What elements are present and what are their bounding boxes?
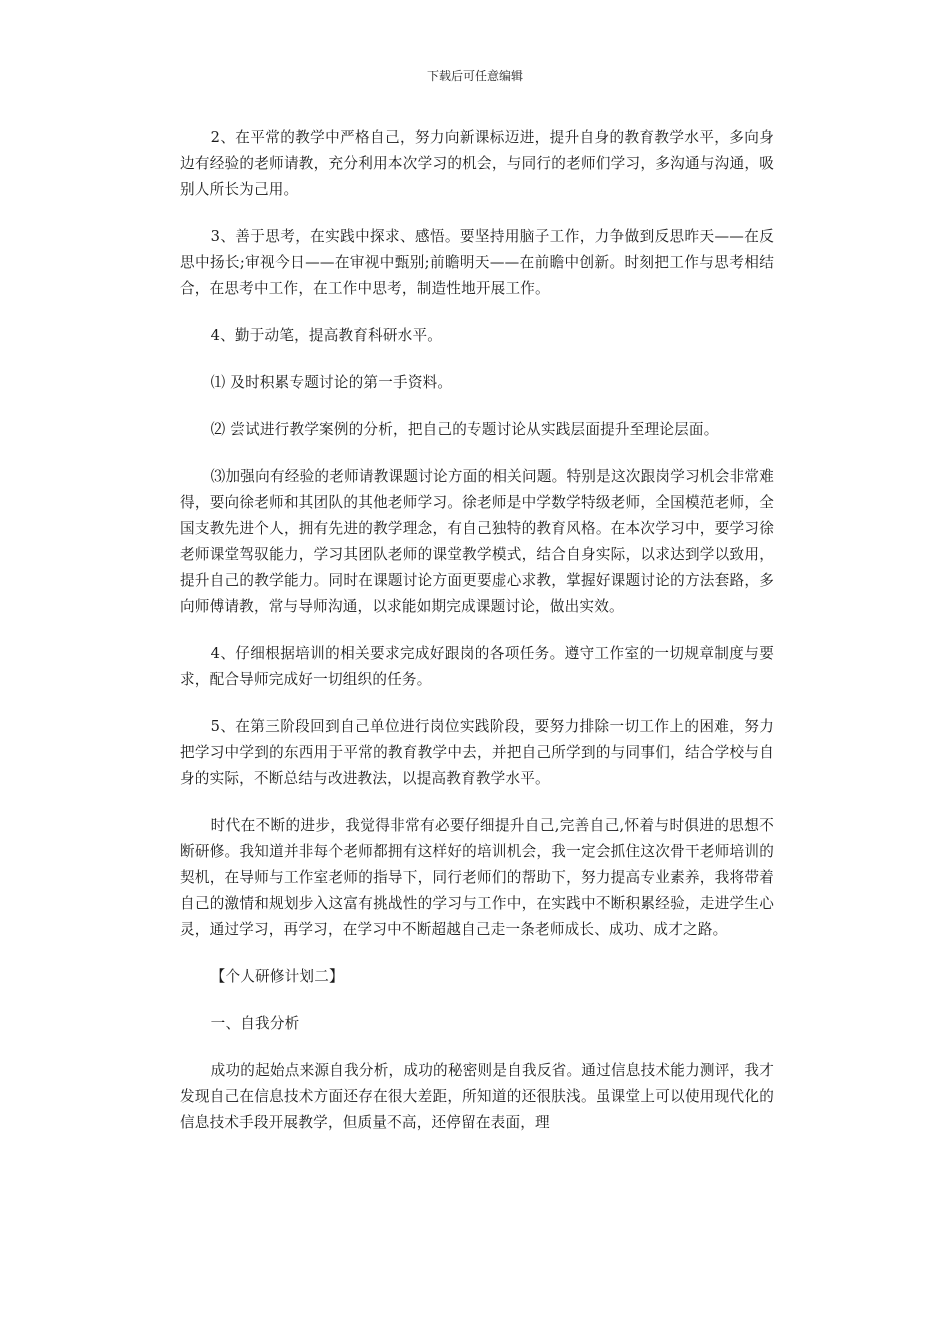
paragraph-subitem-2: ⑵ 尝试进行教学案例的分析，把自己的专题讨论从实践层面提升至理论层面。 — [210, 421, 719, 438]
paragraph-item-4b: 4、仔细根据培训的相关要求完成好跟岗的各项任务。遵守工作室的一切规章制度与要求，配合导师完成好一切组织的任务。 — [180, 645, 774, 688]
paragraph-conclusion: 时代在不断的进步，我觉得非常有必要仔细提升自己,完善自己,怀着与时俱进的思想不断研修。我知道并非每个老师都拥有这样好的培训机会，我一定会抓住这次骨干老师培训的契机，在导师与工作室老师的指导下，同行老师们的帮助下，努力提高专业素养，我将带着自己的激情和规划步入这富有挑战性的学习与工作中，在实践中不断积累经验，走进学生心灵，通过学习，再学习，在学习中不断超越自己走一条老师成长、成功、成才之路。 — [180, 817, 774, 938]
paragraph-item-4: 4、勤于动笔，提高教育科研水平。 — [210, 327, 443, 344]
paragraph-item-2: 2、在平常的教学中严格自己，努力向新课标迈进，提升自身的教育教学水平，多向身边有经验的老师请教，充分利用本次学习的机会，与同行的老师们学习，多沟通与沟通，吸别人所长为己用。 — [180, 129, 774, 198]
paragraph-subitem-1: ⑴ 及时积累专题讨论的第一手资料。 — [210, 374, 453, 391]
paragraph-subitem-3: ⑶加强向有经验的老师请教课题讨论方面的相关问题。特别是这次跟岗学习机会非常难得，要向徐老师和其团队的其他老师学习。徐老师是中学数学特级老师，全国模范老师，全国支教先进个人，拥有先进的教学理念，有自己独特的教育风格。在本次学习中，要学习徐老师课堂驾驭能力，学习其团队老师的课堂教学模式，结合自身实际，以求达到学以致用，提升自己的教学能力。同时在课题讨论方面更要虚心求教，掌握好课题讨论的方法套路，多向师傅请教，常与导师沟通，以求能如期完成课题讨论，做出实效。 — [180, 468, 774, 615]
paragraph-item-5: 5、在第三阶段回到自己单位进行岗位实践阶段，要努力排除一切工作上的困难，努力把学习中学到的东西用于平常的教育教学中去，并把自己所学到的与同事们，结合学校与自身的实际，不断总结与改进教法，以提高教育教学水平。 — [180, 718, 774, 787]
section-heading-plan-two: 【个人研修计划二】 — [210, 968, 344, 985]
download-note: 下载后可任意编辑 — [426, 69, 523, 83]
paragraph-item-3: 3、善于思考，在实践中探求、感悟。要坚持用脑子工作，力争做到反思昨天——在反思中扬长;审视今日——在审视中甄别;前瞻明天——在前瞻中创新。时刻把工作与思考相结合，在思考中工作，在工作中思考，制造性地开展工作。 — [180, 228, 774, 297]
document-body — [180, 125, 774, 1157]
subsection-heading-self-analysis: 一、自我分析 — [210, 1015, 300, 1032]
paragraph-self-analysis: 成功的起始点来源自我分析，成功的秘密则是自我反省。通过信息技术能力测评，我才发现自己在信息技术方面还存在很大差距，所知道的还很肤浅。虽课堂上可以使用现代化的信息技术手段开展教学，但质量不高，还停留在表面，理 — [180, 1062, 774, 1131]
